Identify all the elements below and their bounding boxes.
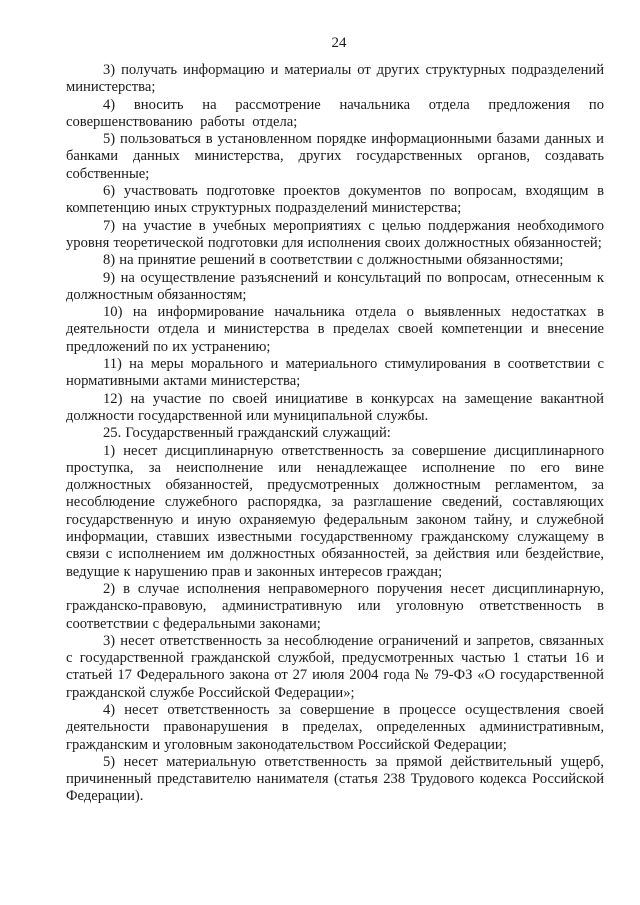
paragraph-duty-2: 2) в случае исполнения неправомерного поручения несет дисциплинарную, гражданско-правовую, административную или уголовную ответственность в соответствии с федеральными законами; [66, 580, 604, 632]
paragraph-right-3: 3) получать информацию и материалы от других структурных подразделений министерства; [66, 62, 604, 96]
paragraph-duty-5: 5) несет материальную ответственность за прямой действительный ущерб, причиненный представителю нанимателя (статья 238 Трудового кодекса Российской Федерации). [66, 753, 604, 805]
paragraph-right-12: 12) на участие по своей инициативе в конкурсах на замещение вакантной должности государственной или муниципальной службы. [66, 390, 604, 424]
paragraph-right-10: 10) на информирование начальника отдела о выявленных недостатках в деятельности отдела и министерства в пределах своей компетенции и внесение предложений по их устранению; [66, 304, 604, 355]
paragraph-duty-3: 3) несет ответственность за несоблюдение ограничений и запретов, связанных с государственной гражданской службой, предусмотренных частью 1 статьи 16 и статьей 17 Федерального закона от 27 июля 2004 года № 79-ФЗ «О государственной гражданской службе Российской Федерации»; [66, 632, 604, 701]
paragraph-duty-1: 1) несет дисциплинарную ответственность за совершение дисциплинарного проступка, за неисполнение или ненадлежащее исполнение по его вине должностных обязанностей, предусмотренных должностным регламентом, за несоблюдение служебного распорядка, за разглашение сведений, составляющих государственную и иную охраняемую федеральным законом тайну, и служебной информации, ставших известными государственному гражданскому служащему в связи с исполнением им должностных обязанностей, за действия или бездействие, ведущие к нарушению прав и законных интересов граждан; [66, 442, 604, 580]
paragraph-right-4: 4) вносить на рассмотрение начальника отдела предложения по совершенствованию работы отдела; [66, 96, 604, 130]
paragraph-right-7: 7) на участие в учебных мероприятиях с целью поддержания необходимого уровня теоретической подготовки для исполнения своих должностных обязанностей; [66, 217, 604, 251]
page-number: 24 [331, 35, 347, 51]
paragraph-right-8: 8) на принятие решений в соответствии с должностными обязанностями; [103, 252, 564, 269]
paragraph-right-6: 6) участвовать подготовке проектов документов по вопросам, входящим в компетенцию иных структурных подразделений министерства; [66, 183, 604, 217]
paragraph-right-5: 5) пользоваться в установленном порядке информационными базами данных и банками данных министерства, других государственных органов, создавать собственные; [66, 131, 604, 182]
section-25-heading: 25. Государственный гражданский служащий: [103, 425, 391, 442]
paragraph-right-9: 9) на осуществление разъяснений и консультаций по вопросам, отнесенным к должностным обязанностям; [66, 269, 604, 303]
paragraph-duty-4: 4) несет ответственность за совершение в процессе осуществления своей деятельности правонарушения в пределах, определенных административным, гражданским и уголовным законодательством Российской Федерации; [66, 701, 604, 753]
paragraph-right-11: 11) на меры морального и материального стимулирования в соответствии с нормативными актами министерства; [66, 356, 604, 390]
